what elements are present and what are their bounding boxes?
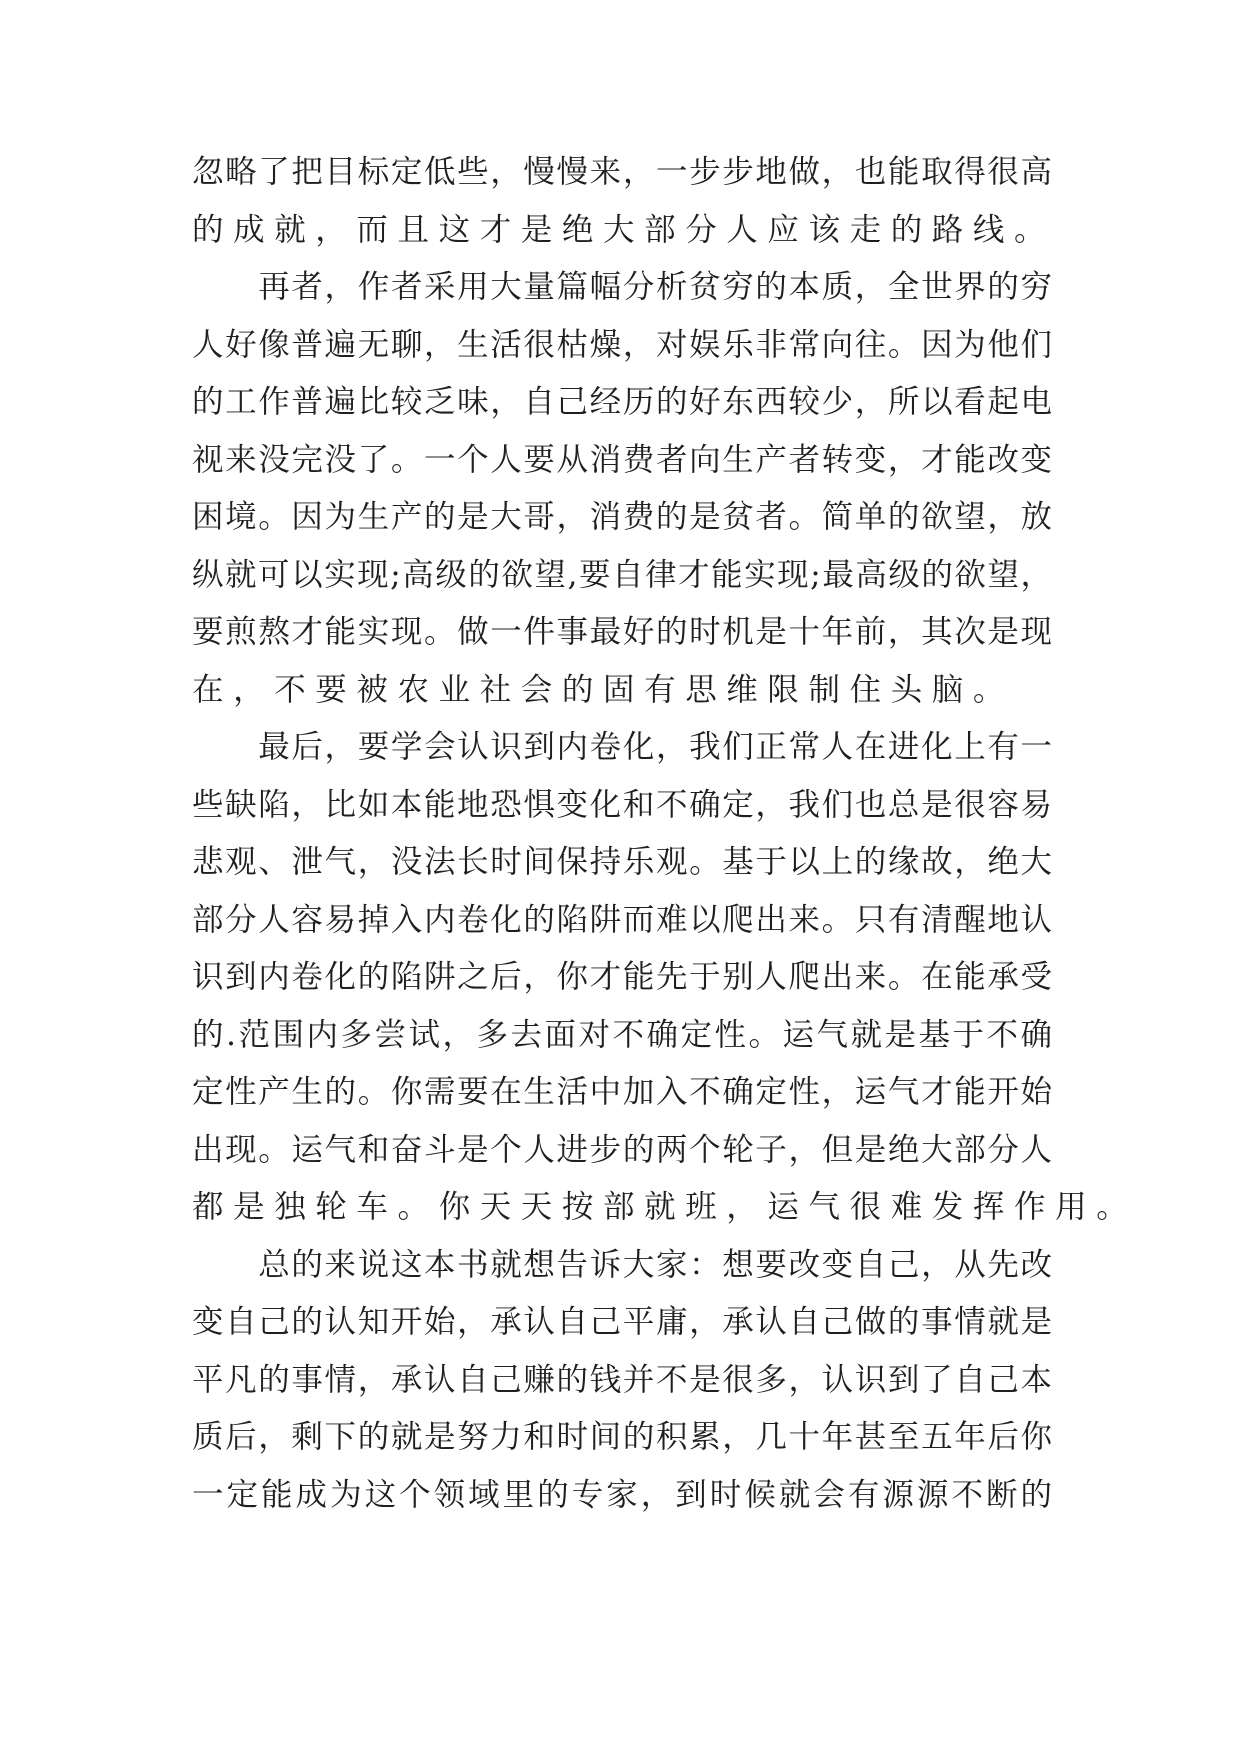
text-line: 人好像普遍无聊，生活很枯燥，对娱乐非常向往。因为他们 [192, 326, 1052, 363]
text-line: 的.范围内多尝试，多去面对不确定性。运气就是基于不确 [192, 1016, 1052, 1053]
text-line: 总的来说这本书就想告诉大家：想要改变自己，从先改 [192, 1246, 1052, 1283]
text-line: 平凡的事情，承认自己赚的钱并不是很多，认识到了自己本 [192, 1361, 1052, 1398]
text-line: 在，不要被农业社会的固有思维限制住头脑。 [192, 671, 1015, 708]
text-line: 纵就可以实现;高级的欲望,要自律才能实现;最高级的欲望， [192, 556, 1052, 593]
text-line: 部分人容易掉入内卷化的陷阱而难以爬出来。只有清醒地认 [192, 901, 1052, 938]
text-line: 一定能成为这个领域里的专家，到时候就会有源源不断的 [192, 1476, 1052, 1513]
text-line: 识到内卷化的陷阱之后，你才能先于别人爬出来。在能承受 [192, 959, 1052, 995]
text-line: 困境。因为生产的是大哥，消费的是贫者。简单的欲望，放 [192, 499, 1052, 535]
text-line: 定性产生的。你需要在生活中加入不确定性，运气才能开始 [192, 1074, 1052, 1110]
text-line: 出现。运气和奋斗是个人进步的两个轮子，但是绝大部分人 [192, 1131, 1052, 1168]
text-line: 变自己的认知开始，承认自己平庸，承认自己做的事情就是 [192, 1304, 1052, 1340]
text-line: 都是独轮车。你天天按部就班，运气很难发挥作用。 [192, 1189, 1138, 1225]
text-line: 些缺陷，比如本能地恐惧变化和不确定，我们也总是很容易 [192, 786, 1052, 823]
text-line: 忽略了把目标定低些，慢慢来，一步步地做，也能取得很高 [192, 154, 1052, 190]
text-line: 最后，要学会认识到内卷化，我们正常人在进化上有一 [192, 729, 1052, 765]
body-text [192, 144, 1138, 1524]
text-line: 要煎熬才能实现。做一件事最好的时机是十年前，其次是现 [192, 614, 1052, 650]
text-line: 视来没完没了。一个人要从消费者向生产者转变，才能改变 [192, 441, 1052, 478]
text-line: 的工作普遍比较乏味，自己经历的好东西较少，所以看起电 [192, 384, 1052, 420]
text-line: 的成就，而且这才是绝大部分人应该走的路线。 [192, 211, 1056, 248]
text-line: 悲观、泄气，没法长时间保持乐观。基于以上的缘故，绝大 [192, 844, 1052, 880]
text-line: 再者，作者采用大量篇幅分析贫穷的本质，全世界的穷 [192, 269, 1052, 305]
text-line: 质后，剩下的就是努力和时间的积累，几十年甚至五年后你 [192, 1419, 1052, 1455]
